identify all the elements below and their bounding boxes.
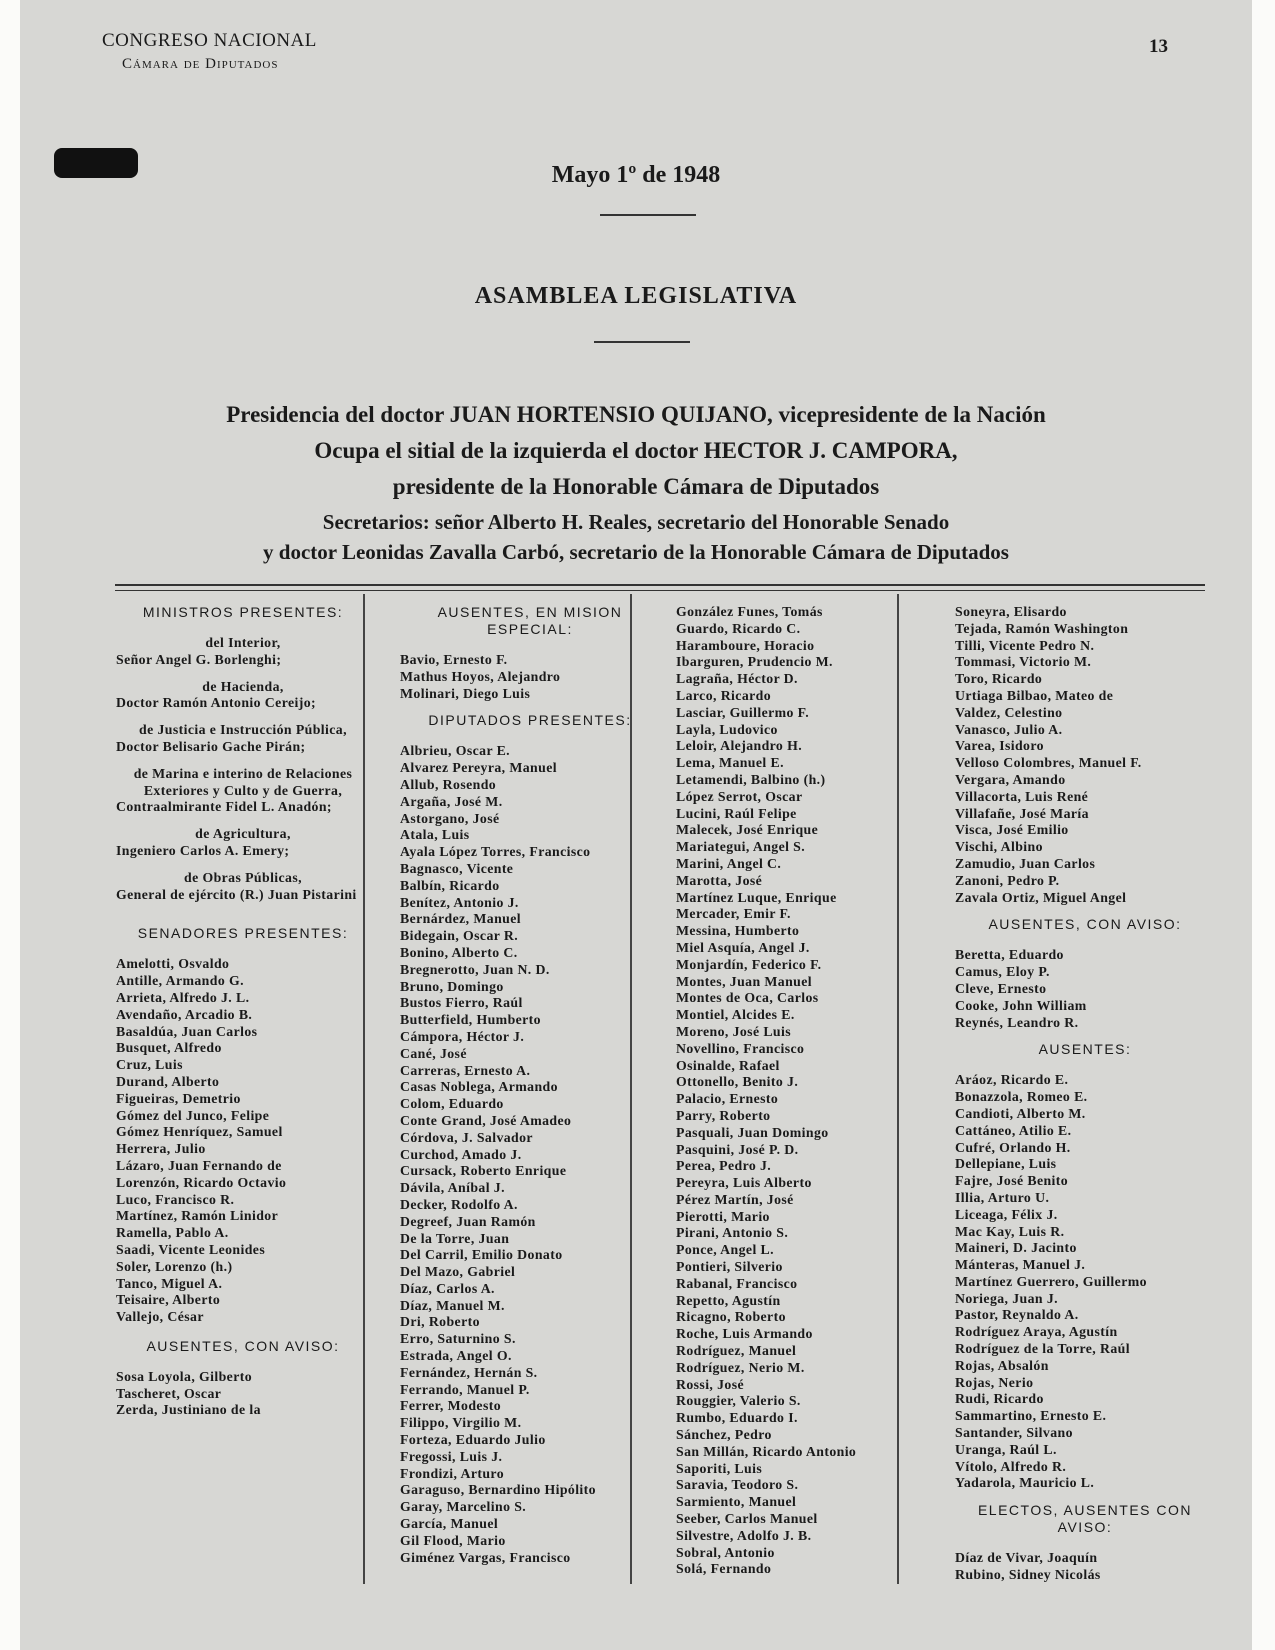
- name-entry: Rodríguez, Manuel: [676, 1343, 797, 1359]
- name-entry: Balbín, Ricardo: [400, 877, 500, 893]
- name-entry: Frondizi, Arturo: [400, 1465, 505, 1481]
- mision-heading: AUSENTES, EN MISION ESPECIAL:: [437, 604, 623, 637]
- name-entry: Ferrando, Manuel P.: [400, 1381, 530, 1397]
- name-entry: Atala, Luis: [400, 827, 470, 843]
- name-entry: Sarmiento, Manuel: [676, 1494, 797, 1510]
- presidency-line: Ocupa el sitial de la izquierda el doctor HECTOR J. CAMPORA,: [314, 438, 958, 463]
- name-entry: Díaz, Manuel M.: [400, 1297, 505, 1313]
- divider-rule: [600, 214, 696, 216]
- name-entry: Díaz de Vivar, Joaquín: [955, 1550, 1098, 1566]
- name-entry: Palacio, Ernesto: [676, 1091, 779, 1107]
- name-entry: Moreno, José Luis: [676, 1023, 792, 1039]
- name-entry: Garay, Marcelino S.: [400, 1499, 527, 1515]
- name-entry: Tanco, Miguel A.: [116, 1275, 223, 1291]
- name-entry: Dellepiane, Luis: [955, 1156, 1057, 1172]
- name-entry: De la Torre, Juan: [400, 1230, 510, 1246]
- header-org-line1: CONGRESO NACIONAL: [102, 30, 317, 51]
- name-entry: Mac Kay, Luis R.: [955, 1223, 1065, 1239]
- name-entry: Pierotti, Mario: [676, 1208, 770, 1224]
- name-entry: Zavala Ortiz, Miguel Angel: [955, 889, 1127, 905]
- electos-heading: ELECTOS, AUSENTES CON AVISO:: [977, 1502, 1193, 1536]
- name-entry: Conte Grand, José Amadeo: [400, 1112, 572, 1128]
- name-entry: Rodríguez de la Torre, Raúl: [955, 1341, 1130, 1357]
- name-entry: Lema, Manuel E.: [676, 755, 784, 771]
- name-entry: Monjardín, Federico F.: [676, 956, 822, 972]
- name-entry: Letamendi, Balbino (h.): [676, 771, 826, 787]
- name-entry: Rubino, Sidney Nicolás: [955, 1567, 1101, 1583]
- name-entry: Guardo, Ricardo C.: [676, 620, 801, 636]
- name-entry: Ayala López Torres, Francisco: [400, 844, 591, 860]
- name-entry: Sobral, Antonio: [676, 1544, 775, 1560]
- name-entry: Noriega, Juan J.: [955, 1290, 1058, 1306]
- name-entry: Reynés, Leandro R.: [955, 1014, 1079, 1030]
- name-entry: Ramella, Pablo A.: [116, 1225, 229, 1241]
- page-header: [102, 30, 317, 73]
- name-entry: Amelotti, Osvaldo: [116, 956, 230, 972]
- name-entry: Bonino, Alberto C.: [400, 944, 518, 960]
- minister-dept: de Marina e interino de Relaciones Exteriores y Culto y de Guerra,: [133, 765, 353, 798]
- name-entry: Pereyra, Luis Alberto: [676, 1175, 812, 1191]
- name-entry: Bonazzola, Romeo E.: [955, 1089, 1088, 1105]
- minister-name: Doctor Belisario Gache Pirán;: [116, 738, 306, 754]
- name-entry: Erro, Saturnino S.: [400, 1331, 516, 1347]
- name-entry: Bidegain, Oscar R.: [400, 928, 519, 944]
- name-entry: Forteza, Eduardo Julio: [400, 1432, 546, 1448]
- name-entry: Antille, Armando G.: [116, 973, 244, 989]
- name-entry: Liceaga, Félix J.: [955, 1206, 1058, 1222]
- name-entry: Malecek, José Enrique: [676, 822, 819, 838]
- name-entry: Toro, Ricardo: [955, 671, 1043, 687]
- name-entry: Villacorta, Luis René: [955, 788, 1089, 804]
- minister-dept: de Agricultura,: [195, 826, 291, 842]
- name-entry: Repetto, Agustín: [676, 1292, 781, 1308]
- name-entry: Messina, Humberto: [676, 923, 800, 939]
- name-entry: Gómez Henríquez, Samuel: [116, 1124, 283, 1140]
- name-entry: Bruno, Domingo: [400, 978, 504, 994]
- name-entry: González Funes, Tomás: [676, 604, 823, 619]
- name-entry: Valdez, Celestino: [955, 704, 1063, 720]
- name-entry: Novellino, Francisco: [676, 1040, 805, 1056]
- name-entry: Rouggier, Valerio S.: [676, 1393, 801, 1409]
- double-rule-top: [115, 584, 1205, 586]
- name-entry: Gómez del Junco, Felipe: [116, 1107, 270, 1123]
- name-entry: Del Carril, Emilio Donato: [400, 1247, 563, 1263]
- secretaries-line: Secretarios: señor Alberto H. Reales, secretario del Honorable Senado: [322, 510, 950, 534]
- name-entry: Camus, Eloy P.: [955, 964, 1050, 980]
- name-entry: Molinari, Diego Luis: [400, 685, 531, 701]
- name-entry: Bagnasco, Vicente: [400, 860, 514, 876]
- name-entry: Casas Noblega, Armando: [400, 1079, 558, 1095]
- minister-name: Doctor Ramón Antonio Cereijo;: [116, 695, 317, 711]
- name-entry: Bernárdez, Manuel: [400, 911, 521, 927]
- minister-dept: de Obras Públicas,: [184, 869, 302, 885]
- name-entry: Rodríguez, Nerio M.: [676, 1359, 805, 1375]
- name-entry: Ibarguren, Prudencio M.: [676, 654, 833, 670]
- name-entry: Mariategui, Angel S.: [676, 839, 806, 855]
- document-title: ASAMBLEA LEGISLATIVA: [474, 283, 798, 309]
- aviso-heading: AUSENTES, CON AVISO:: [988, 916, 1182, 933]
- name-entry: Pontieri, Silverio: [676, 1259, 783, 1275]
- name-entry: Figueiras, Demetrio: [116, 1090, 241, 1106]
- name-entry: Vallejo, César: [116, 1309, 204, 1325]
- name-entry: Dávila, Aníbal J.: [400, 1180, 505, 1196]
- name-entry: Tilli, Vicente Pedro N.: [955, 637, 1095, 653]
- name-entry: Bustos Fierro, Raúl: [400, 995, 523, 1011]
- column-diputados-3: [955, 604, 1215, 1584]
- name-entry: Basaldúa, Juan Carlos: [116, 1023, 258, 1039]
- name-entry: Vergara, Amando: [955, 771, 1066, 787]
- diputados-heading: DIPUTADOS PRESENTES:: [428, 712, 632, 729]
- name-entry: Mánteras, Manuel J.: [955, 1257, 1086, 1273]
- name-entry: Rodríguez Araya, Agustín: [955, 1324, 1118, 1340]
- name-entry: Teisaire, Alberto: [116, 1292, 221, 1308]
- diputados-list: [676, 604, 946, 1578]
- name-entry: Osinalde, Rafael: [676, 1057, 780, 1073]
- name-entry: Pérez Martín, José: [676, 1191, 794, 1207]
- name-entry: Bavio, Ernesto F.: [400, 652, 508, 667]
- senadores-ausentes-list: [116, 1369, 370, 1419]
- name-entry: Benítez, Antonio J.: [400, 894, 519, 910]
- name-entry: Marini, Angel C.: [676, 855, 782, 871]
- name-entry: Yadarola, Mauricio L.: [955, 1475, 1095, 1491]
- name-entry: Zerda, Justiniano de la: [116, 1402, 261, 1418]
- senadores-ausentes-heading: AUSENTES, CON AVISO:: [146, 1337, 340, 1354]
- name-entry: Rossi, José: [676, 1376, 745, 1392]
- name-entry: Martínez, Ramón Linidor: [116, 1208, 279, 1224]
- name-entry: Butterfield, Humberto: [400, 1012, 541, 1028]
- name-entry: Mathus Hoyos, Alejandro: [400, 668, 561, 684]
- name-entry: Beretta, Eduardo: [955, 947, 1064, 963]
- minister-name: General de ejército (R.) Juan Pistarini: [116, 886, 357, 902]
- name-entry: Pastor, Reynaldo A.: [955, 1307, 1079, 1323]
- name-entry: Bregnerotto, Juan N. D.: [400, 961, 550, 977]
- presidency-line: Presidencia del doctor JUAN HORTENSIO QUIJANO, vicepresidente de la Nación: [226, 402, 1046, 427]
- name-entry: Córdova, J. Salvador: [400, 1129, 533, 1145]
- minister-dept: de Hacienda,: [202, 678, 284, 694]
- name-entry: Sosa Loyola, Gilberto: [116, 1368, 253, 1384]
- name-entry: Pasquini, José P. D.: [676, 1141, 799, 1157]
- name-entry: Martínez Guerrero, Guillermo: [955, 1273, 1147, 1289]
- name-entry: Lasciar, Guillermo F.: [676, 704, 810, 720]
- name-entry: Lagraña, Héctor D.: [676, 671, 798, 687]
- minister-name: Señor Angel G. Borlenghi;: [116, 651, 282, 667]
- name-entry: Curchod, Amado J.: [400, 1146, 522, 1162]
- name-entry: Villafañe, José María: [955, 805, 1089, 821]
- column-diputados-1: [400, 604, 660, 1566]
- name-entry: Vanasco, Julio A.: [955, 721, 1063, 737]
- name-entry: Velloso Colombres, Manuel F.: [955, 755, 1142, 771]
- name-entry: Cruz, Luis: [116, 1057, 183, 1073]
- name-entry: García, Manuel: [400, 1516, 499, 1532]
- name-entry: Estrada, Angel O.: [400, 1348, 512, 1364]
- name-entry: Garaguso, Bernardino Hipólito: [400, 1482, 596, 1498]
- name-entry: San Millán, Ricardo Antonio: [676, 1443, 857, 1459]
- double-rule-bottom: [115, 590, 1205, 591]
- name-entry: Marotta, José: [676, 872, 763, 888]
- presidency-line: presidente de la Honorable Cámara de Diputados: [392, 474, 880, 499]
- name-entry: Visca, José Emilio: [955, 822, 1069, 838]
- name-entry: Giménez Vargas, Francisco: [400, 1549, 571, 1565]
- name-entry: Decker, Rodolfo A.: [400, 1196, 518, 1212]
- name-entry: Tommasi, Victorio M.: [955, 654, 1092, 670]
- name-entry: Solá, Fernando: [676, 1561, 772, 1577]
- name-entry: Durand, Alberto: [116, 1073, 220, 1089]
- name-entry: Mercader, Emir F.: [676, 906, 791, 922]
- name-entry: Albrieu, Oscar E.: [400, 743, 511, 759]
- name-entry: Zamudio, Juan Carlos: [955, 855, 1096, 871]
- name-entry: Saporiti, Luis: [676, 1460, 763, 1476]
- name-entry: Fregossi, Luis J.: [400, 1448, 503, 1464]
- name-entry: Arrieta, Alfredo J. L.: [116, 989, 250, 1005]
- name-entry: Perea, Pedro J.: [676, 1158, 772, 1174]
- ministros-heading: MINISTROS PRESENTES:: [142, 604, 344, 620]
- name-entry: Cursack, Roberto Enrique: [400, 1163, 567, 1179]
- divider-rule: [594, 341, 690, 343]
- name-entry: Parry, Roberto: [676, 1107, 771, 1123]
- name-entry: Busquet, Alfredo: [116, 1040, 222, 1056]
- name-entry: Santander, Silvano: [955, 1425, 1073, 1441]
- name-entry: Uranga, Raúl L.: [955, 1441, 1057, 1457]
- name-entry: Urtiaga Bilbao, Mateo de: [955, 687, 1114, 703]
- name-entry: Tascheret, Oscar: [116, 1385, 222, 1401]
- senadores-list: [116, 956, 370, 1326]
- name-entry: Leloir, Alejandro H.: [676, 738, 803, 754]
- name-entry: Filippo, Virgilio M.: [400, 1415, 522, 1431]
- column-diputados-2: [676, 604, 946, 1578]
- name-entry: Miel Asquía, Angel J.: [676, 939, 810, 955]
- name-entry: Maineri, D. Jacinto: [955, 1240, 1077, 1256]
- mision-list: [400, 652, 660, 702]
- session-date: Mayo 1º de 1948: [551, 162, 721, 188]
- name-entry: Larco, Ricardo: [676, 687, 772, 703]
- presidency-block: [20, 397, 1252, 567]
- name-entry: Fernández, Hernán S.: [400, 1364, 538, 1380]
- name-entry: Soneyra, Elisardo: [955, 604, 1067, 619]
- name-entry: Avendaño, Arcadio B.: [116, 1006, 253, 1022]
- name-entry: Illia, Arturo U.: [955, 1189, 1050, 1205]
- ausentes-list: [955, 1072, 1215, 1492]
- name-entry: Herrera, Julio: [116, 1141, 206, 1157]
- header-org-line2: Cámara de Diputados: [122, 56, 279, 72]
- name-entry: Montes, Juan Manuel: [676, 973, 812, 989]
- name-entry: Zanoni, Pedro P.: [955, 872, 1060, 888]
- name-entry: Vítolo, Alfredo R.: [955, 1458, 1067, 1474]
- minister-name: Contraalmirante Fidel L. Anadón;: [116, 799, 332, 815]
- name-entry: Rudi, Ricardo: [955, 1391, 1044, 1407]
- name-entry: Tejada, Ramón Washington: [955, 620, 1129, 636]
- name-entry: Carreras, Ernesto A.: [400, 1062, 531, 1078]
- name-entry: Argaña, José M.: [400, 793, 503, 809]
- electos-list: [955, 1550, 1215, 1584]
- name-entry: Rojas, Nerio: [955, 1374, 1034, 1390]
- name-entry: Montes de Oca, Carlos: [676, 990, 819, 1006]
- name-entry: Sammartino, Ernesto E.: [955, 1408, 1107, 1424]
- name-entry: Martínez Luque, Enrique: [676, 889, 837, 905]
- diputados-list: [955, 604, 1215, 906]
- name-entry: Ferrer, Modesto: [400, 1398, 502, 1414]
- name-entry: López Serrot, Oscar: [676, 788, 803, 804]
- name-entry: Allub, Rosendo: [400, 776, 497, 792]
- aviso-list: [955, 947, 1215, 1031]
- minister-name: Ingeniero Carlos A. Emery;: [116, 842, 290, 858]
- name-entry: Soler, Lorenzo (h.): [116, 1258, 233, 1274]
- name-entry: Pasquali, Juan Domingo: [676, 1124, 829, 1140]
- name-entry: Dri, Roberto: [400, 1314, 480, 1330]
- name-entry: Saravia, Teodoro S.: [676, 1477, 799, 1493]
- name-entry: Ricagno, Roberto: [676, 1309, 786, 1325]
- name-entry: Aráoz, Ricardo E.: [955, 1072, 1069, 1088]
- name-entry: Gil Flood, Mario: [400, 1532, 506, 1548]
- name-entry: Cané, José: [400, 1045, 467, 1061]
- name-entry: Cattáneo, Atilio E.: [955, 1122, 1072, 1138]
- name-entry: Astorgano, José: [400, 810, 500, 826]
- name-entry: Candioti, Alberto M.: [955, 1105, 1086, 1121]
- name-entry: Ottonello, Benito J.: [676, 1074, 799, 1090]
- name-entry: Rabanal, Francisco: [676, 1275, 798, 1291]
- name-entry: Haramboure, Horacio: [676, 637, 815, 653]
- name-entry: Cámpora, Héctor J.: [400, 1028, 525, 1044]
- name-entry: Silvestre, Adolfo J. B.: [676, 1527, 812, 1543]
- name-entry: Lorenzón, Ricardo Octavio: [116, 1174, 287, 1190]
- name-entry: Ponce, Angel L.: [676, 1242, 774, 1258]
- name-entry: Saadi, Vicente Leonides: [116, 1241, 266, 1257]
- name-entry: Lázaro, Juan Fernando de: [116, 1157, 282, 1173]
- senadores-heading: SENADORES PRESENTES:: [137, 925, 349, 942]
- name-entry: Díaz, Carlos A.: [400, 1280, 495, 1296]
- ausentes-heading: AUSENTES:: [1038, 1041, 1132, 1058]
- name-entry: Roche, Luis Armando: [676, 1326, 813, 1342]
- minister-dept: de Justicia e Instrucción Pública,: [139, 722, 347, 738]
- document-page: [20, 0, 1252, 1650]
- name-entry: Degreef, Juan Ramón: [400, 1213, 536, 1229]
- minister-dept: del Interior,: [205, 635, 281, 650]
- name-entry: Luco, Francisco R.: [116, 1191, 235, 1207]
- name-entry: Colom, Eduardo: [400, 1096, 504, 1112]
- name-entry: Vischi, Albino: [955, 839, 1043, 855]
- name-entry: Alvarez Pereyra, Manuel: [400, 760, 557, 776]
- name-entry: Layla, Ludovico: [676, 721, 778, 737]
- name-entry: Cooke, John William: [955, 997, 1087, 1013]
- column-ministros-senadores: [116, 604, 370, 1419]
- name-entry: Del Mazo, Gabriel: [400, 1264, 516, 1280]
- name-entry: Varea, Isidoro: [955, 738, 1044, 754]
- name-entry: Montiel, Alcides E.: [676, 1007, 795, 1023]
- name-entry: Seeber, Carlos Manuel: [676, 1511, 818, 1527]
- page-number: 13: [1149, 36, 1168, 57]
- secretaries-line: y doctor Leonidas Zavalla Carbó, secretario de la Honorable Cámara de Diputados: [263, 540, 1009, 564]
- name-entry: Rumbo, Eduardo I.: [676, 1410, 798, 1426]
- name-entry: Fajre, José Benito: [955, 1173, 1069, 1189]
- name-entry: Pirani, Antonio S.: [676, 1225, 789, 1241]
- name-entry: Sánchez, Pedro: [676, 1427, 772, 1443]
- name-entry: Cleve, Ernesto: [955, 980, 1047, 996]
- diputados-list: [400, 743, 660, 1566]
- name-entry: Rojas, Absalón: [955, 1357, 1049, 1373]
- name-entry: Cufré, Orlando H.: [955, 1139, 1071, 1155]
- name-entry: Lucini, Raúl Felipe: [676, 805, 797, 821]
